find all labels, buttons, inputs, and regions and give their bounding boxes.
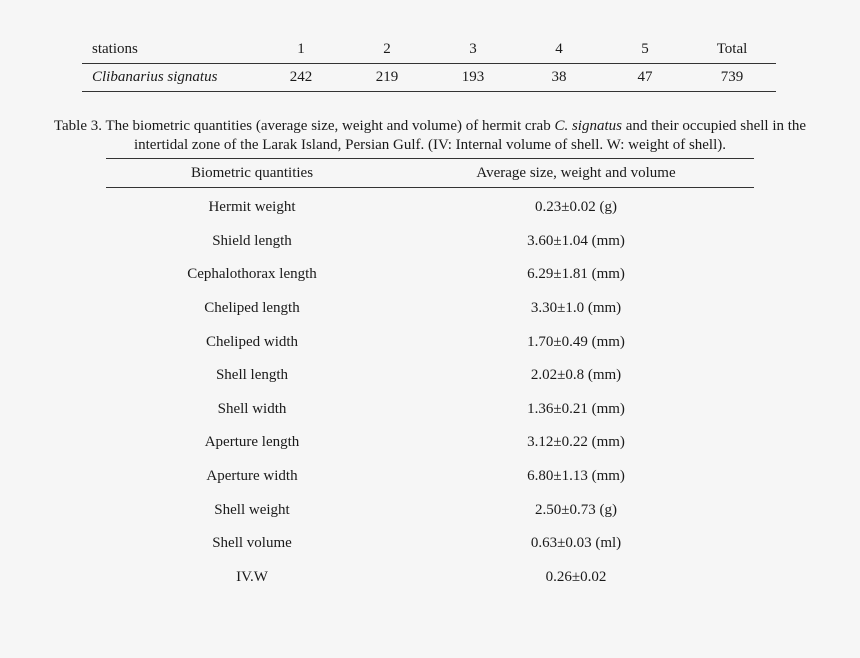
table-row bbox=[106, 426, 754, 460]
value-cell: 2.02±0.8 (mm) bbox=[530, 367, 622, 384]
value-cell: 1.36±0.21 (mm) bbox=[527, 400, 625, 417]
biometric-header-row bbox=[106, 158, 754, 188]
table3-caption bbox=[20, 117, 840, 155]
biometric-table bbox=[106, 158, 754, 594]
station-value-2: 219 bbox=[375, 69, 399, 85]
stations-data-row bbox=[82, 64, 776, 92]
caption-line-2: intertidal zone of the Larak Island, Persian Gulf. (IV: Internal volume of shell. W: weight of shell). bbox=[133, 137, 727, 153]
table-row bbox=[106, 292, 754, 326]
value-cell: 6.80±1.13 (mm) bbox=[527, 468, 625, 485]
header-biometric-quantities: Biometric quantities bbox=[190, 164, 314, 181]
species-label: Clibanarius signatus bbox=[92, 69, 218, 85]
table-row bbox=[106, 561, 754, 595]
table-row bbox=[106, 359, 754, 393]
quantity-cell: Shell length bbox=[215, 367, 289, 384]
caption-line-1 bbox=[20, 117, 840, 136]
value-cell: 3.12±0.22 (mm) bbox=[527, 434, 625, 451]
value-cell: 6.29±1.81 (mm) bbox=[527, 266, 625, 283]
caption-suffix: and their occupied shell in the bbox=[621, 118, 807, 134]
station-col-4: 4 bbox=[555, 41, 563, 57]
station-col-total: Total bbox=[716, 41, 748, 57]
station-col-1: 1 bbox=[297, 41, 305, 57]
quantity-cell: Cheliped length bbox=[204, 300, 300, 317]
value-cell: 0.26±0.02 bbox=[545, 568, 607, 585]
station-value-3: 193 bbox=[461, 69, 485, 85]
quantity-cell: Shell width bbox=[217, 400, 287, 417]
table-row bbox=[106, 258, 754, 292]
quantity-cell: Aperture width bbox=[206, 468, 298, 485]
table-row bbox=[106, 393, 754, 427]
value-cell: 0.63±0.03 (ml) bbox=[530, 535, 622, 552]
table-row bbox=[106, 191, 754, 225]
table-row bbox=[106, 225, 754, 259]
table-row bbox=[106, 460, 754, 494]
stations-header-label: stations bbox=[92, 41, 138, 57]
stations-header-row bbox=[82, 36, 776, 64]
station-value-1: 242 bbox=[289, 69, 313, 85]
quantity-cell: Shell volume bbox=[212, 535, 292, 552]
value-cell: 3.60±1.04 (mm) bbox=[527, 232, 625, 249]
station-col-5: 5 bbox=[641, 41, 649, 57]
stations-table bbox=[82, 36, 776, 92]
quantity-cell: Hermit weight bbox=[208, 199, 296, 216]
station-col-2: 2 bbox=[383, 41, 391, 57]
station-col-3: 3 bbox=[469, 41, 477, 57]
station-value-5: 47 bbox=[637, 69, 653, 85]
station-value-4: 38 bbox=[551, 69, 567, 85]
quantity-cell: IV.W bbox=[236, 568, 268, 585]
value-cell: 2.50±0.73 (g) bbox=[535, 501, 617, 518]
quantity-cell: Aperture length bbox=[204, 434, 300, 451]
value-cell: 0.23±0.02 (g) bbox=[535, 199, 617, 216]
header-average-values: Average size, weight and volume bbox=[476, 164, 676, 181]
quantity-cell: Shell weight bbox=[214, 501, 290, 518]
caption-species: C. signatus bbox=[554, 118, 622, 134]
table-row bbox=[106, 493, 754, 527]
value-cell: 3.30±1.0 (mm) bbox=[530, 300, 622, 317]
quantity-cell: Cephalothorax length bbox=[187, 266, 317, 283]
table-row bbox=[106, 325, 754, 359]
value-cell: 1.70±0.49 (mm) bbox=[527, 333, 625, 350]
quantity-cell: Cheliped width bbox=[205, 333, 299, 350]
caption-prefix: Table 3. The biometric quantities (average size, weight and volume) of hermit crab bbox=[53, 118, 555, 134]
station-value-total: 739 bbox=[720, 69, 744, 85]
quantity-cell: Shield length bbox=[212, 232, 292, 249]
biometric-rows bbox=[106, 188, 754, 594]
table-row bbox=[106, 527, 754, 561]
